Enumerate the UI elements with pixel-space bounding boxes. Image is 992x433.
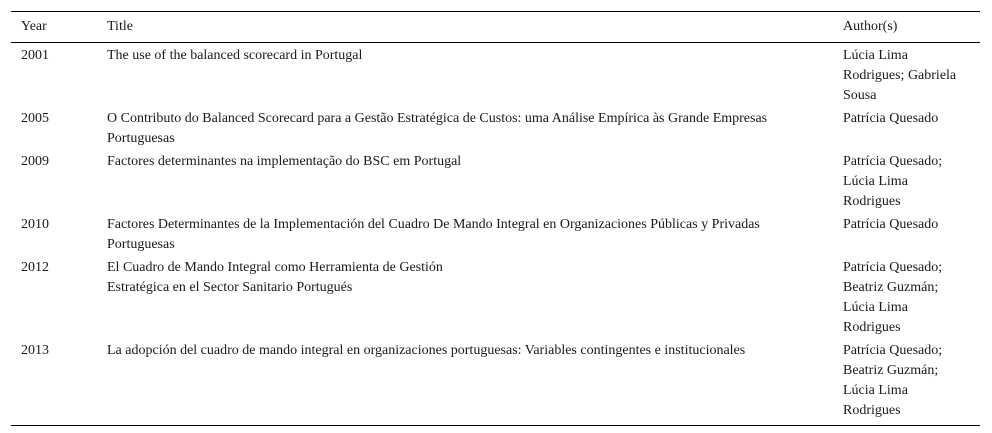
authors-text: Patrícia Quesado xyxy=(843,111,939,126)
title-cell xyxy=(107,106,843,149)
authors-text: Patrícia Quesado; Beatriz Guzmán; Lúcia Lima Rodrigues xyxy=(843,343,943,418)
table-row xyxy=(11,255,980,338)
authors-cell xyxy=(843,106,980,149)
table-row xyxy=(11,149,980,212)
title-text: The use of the balanced scorecard in Portugal xyxy=(107,48,363,63)
authors-column-header: Author(s) xyxy=(843,19,898,34)
title-text: La adopción del cuadro de mando integral en organizaciones portuguesas: Variables contingentes e institucionales xyxy=(107,343,746,358)
authors-cell xyxy=(843,255,980,338)
title-cell xyxy=(107,255,843,338)
title-cell xyxy=(107,338,843,426)
publications-table xyxy=(11,11,980,426)
title-text: O Contributo do Balanced Scorecard para a Gestão Estratégica de Custos: uma Análise Empírica às Grande Empresas Portuguesas xyxy=(107,111,768,146)
authors-cell xyxy=(843,338,980,426)
authors-text: Patrícia Quesado xyxy=(843,217,939,232)
year-cell: 2013 xyxy=(21,343,49,358)
authors-text: Patrícia Quesado; Beatriz Guzmán; Lúcia Lima Rodrigues xyxy=(843,260,943,335)
authors-cell xyxy=(843,149,980,212)
header-row xyxy=(11,12,980,43)
year-cell: 2012 xyxy=(21,260,49,275)
table-row xyxy=(11,212,980,255)
authors-cell xyxy=(843,212,980,255)
table-body xyxy=(11,43,980,426)
authors-text: Lúcia Lima Rodrigues; Gabriela Sousa xyxy=(843,48,957,103)
year-cell: 2005 xyxy=(21,111,49,126)
title-text: El Cuadro de Mando Integral como Herramienta de Gestión Estratégica en el Sector Sanitario Portugués xyxy=(107,260,443,295)
table-header xyxy=(11,12,980,43)
title-column-header: Title xyxy=(107,19,133,34)
year-column-header: Year xyxy=(21,19,47,34)
title-cell xyxy=(107,212,843,255)
table-row xyxy=(11,43,980,107)
title-cell xyxy=(107,149,843,212)
table-row xyxy=(11,106,980,149)
year-cell: 2001 xyxy=(21,48,49,63)
authors-text: Patrícia Quesado; Lúcia Lima Rodrigues xyxy=(843,154,943,209)
year-cell: 2010 xyxy=(21,217,49,232)
publications-table-container xyxy=(11,11,980,426)
year-cell: 2009 xyxy=(21,154,49,169)
title-text: Factores Determinantes de la Implementación del Cuadro De Mando Integral en Organizaciones Públicas y Privadas Portuguesas xyxy=(107,217,760,252)
title-cell xyxy=(107,43,843,107)
title-text: Factores determinantes na implementação do BSC em Portugal xyxy=(107,154,462,169)
authors-cell xyxy=(843,43,980,107)
table-row xyxy=(11,338,980,426)
